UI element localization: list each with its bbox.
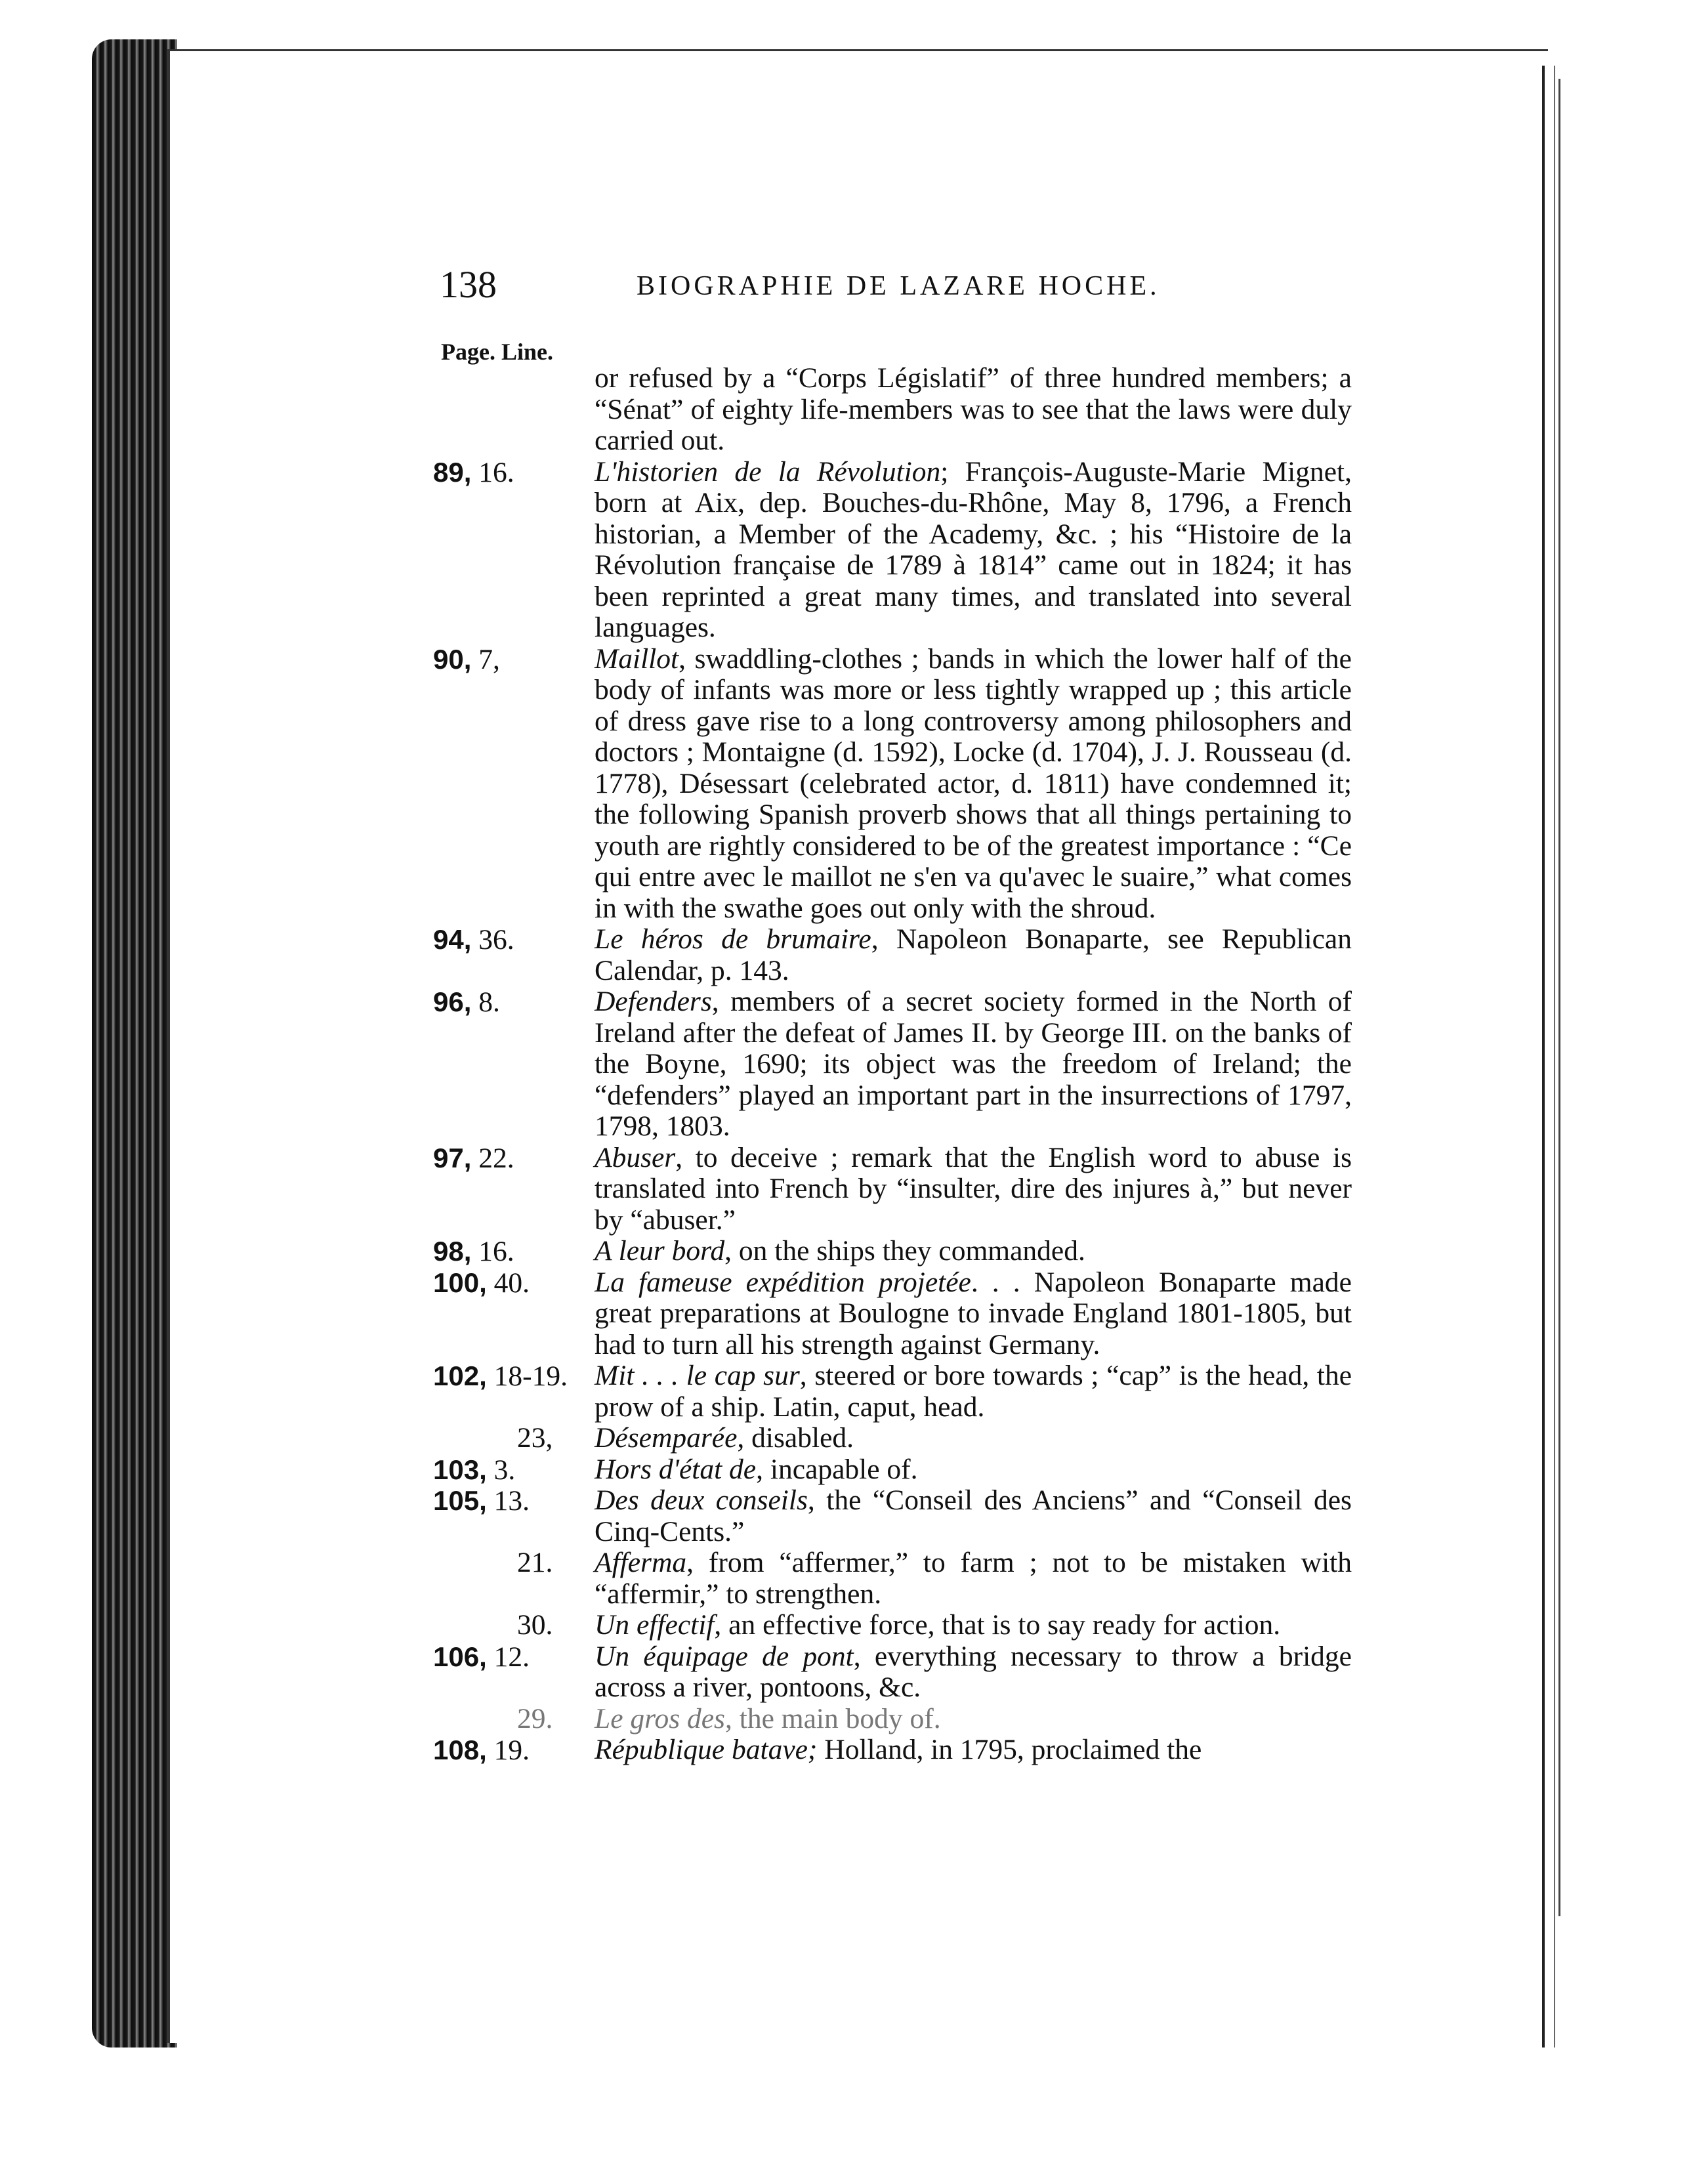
note-reference	[433, 986, 500, 1018]
note-reference	[433, 1485, 530, 1517]
note-text: , steered or bore towards ; “cap” is the head, the prow of a ship. Latin, caput, head.	[595, 1360, 1352, 1423]
note-headword: Le gros des	[595, 1702, 725, 1734]
note-text: , incapable of.	[756, 1453, 918, 1485]
note-text: , everything necessary to throw a bridge across a river, pontoons, &c.	[595, 1640, 1352, 1703]
note-text: , the “Conseil des Anciens” and “Conseil des Cinq-Cents.”	[595, 1484, 1352, 1547]
note-headword: Abuser	[595, 1141, 676, 1173]
note-line: 8.	[478, 986, 500, 1018]
note-body	[595, 644, 1352, 925]
note-reference	[517, 1610, 553, 1641]
note-page: 108,	[433, 1734, 487, 1765]
note-body	[595, 1360, 1352, 1423]
note-body	[595, 1734, 1352, 1766]
note-line: 13.	[493, 1485, 530, 1517]
note-reference	[433, 1734, 530, 1767]
note-page: 102,	[433, 1360, 487, 1391]
note-body	[595, 1485, 1352, 1547]
note-headword: Afferma	[595, 1547, 687, 1578]
note-headword: Des deux conseils	[595, 1484, 808, 1516]
note-reference	[433, 457, 514, 489]
note-line: 36.	[478, 924, 514, 956]
note-headword: Defenders	[595, 986, 712, 1017]
note-entry	[433, 1485, 1352, 1547]
note-line: 40.	[493, 1267, 530, 1299]
note-body	[595, 986, 1352, 1143]
note-entry	[433, 1143, 1352, 1236]
note-headword: Un effectif	[595, 1609, 715, 1641]
note-line: 21.	[517, 1547, 553, 1578]
note-text: , the main body of.	[724, 1702, 941, 1734]
note-reference	[517, 1547, 553, 1579]
note-body	[595, 924, 1352, 986]
note-text: . . . Napoleon Bonaparte made great preparations at Boulogne to invade England 1801-1805, but had to turn all his strength against Germany.	[595, 1266, 1352, 1360]
note-body	[595, 457, 1352, 644]
note-body	[595, 1547, 1352, 1610]
notes-list	[433, 363, 1352, 1766]
note-reference	[433, 1641, 530, 1673]
note-body	[595, 1423, 1352, 1454]
note-entry	[433, 457, 1352, 644]
note-headword: Désemparée	[595, 1422, 738, 1454]
note-text: , an effective force, that is to say ready for action.	[714, 1609, 1281, 1641]
note-entry	[433, 1454, 1352, 1486]
note-text: or refused by a “Corps Législatif” of three hundred members; a “Sénat” of eighty life-members was to see that the laws were duly carried out.	[595, 362, 1352, 456]
note-body	[595, 1143, 1352, 1236]
note-entry	[433, 1360, 1352, 1423]
note-body	[595, 1267, 1352, 1361]
note-headword: Hors d'état de	[595, 1453, 757, 1485]
note-headword: L'historien de la Révolution	[595, 455, 941, 488]
note-reference	[433, 1236, 514, 1268]
note-text: , on the ships they commanded.	[724, 1235, 1085, 1267]
note-reference	[517, 1423, 553, 1454]
note-text: Holland, in 1795, proclaimed the	[817, 1734, 1202, 1765]
note-headword: A leur bord	[595, 1235, 725, 1267]
note-entry	[433, 1267, 1352, 1361]
note-line: 29.	[517, 1702, 553, 1734]
page-right-edge	[1542, 66, 1555, 2048]
note-body	[595, 1236, 1352, 1267]
note-entry	[433, 363, 1352, 457]
note-line: 12.	[493, 1641, 530, 1673]
note-line: 3.	[493, 1454, 516, 1486]
note-text: , members of a secret society formed in the North of Ireland after the defeat of James II. by George III. on the banks of the Boyne, 1690; its object was the freedom of Ireland; the “defenders” played an important part in the insurrections of 1797, 1798, 1803.	[595, 986, 1352, 1142]
note-headword: Maillot	[595, 642, 679, 675]
note-entry	[433, 1641, 1352, 1704]
note-entry	[433, 644, 1352, 925]
note-text: , swaddling-clothes ; bands in which the lower half of the body of infants was more or less tightly wrapped up ; this article of dress gave rise to a long controversy among philosophers and doctors ; Montaigne (d. 1592), Locke (d. 1704), J. J. Rousseau (d. 1778), Désessart (celebrated actor, d. 1811) have condemned it; the following Spanish proverb shows that all things pertaining to youth are rightly considered to be of the greatest importance : “Ce qui entre avec le maillot ne s'en va qu'avec le suaire,” what comes in with the swathe goes out only with the shroud.	[595, 642, 1352, 924]
note-page: 103,	[433, 1454, 487, 1485]
note-page: 100,	[433, 1267, 487, 1298]
note-line: 7,	[478, 643, 500, 675]
note-text: , to deceive ; remark that the English word to abuse is translated into French by “insulter, dire des injures à,” but never by “abuser.”	[595, 1141, 1352, 1236]
note-line: 16.	[478, 456, 514, 488]
column-heading: Page. Line.	[441, 339, 553, 365]
note-page: 105,	[433, 1485, 487, 1516]
note-reference	[433, 1454, 515, 1486]
note-headword: République batave;	[595, 1734, 818, 1765]
note-text: , disabled.	[737, 1422, 854, 1454]
note-reference	[517, 1704, 553, 1735]
note-line: 16.	[478, 1236, 514, 1267]
note-text: , from “affermer,” to farm ; not to be mistaken with “affermir,” to strengthen.	[595, 1547, 1352, 1610]
note-page: 90,	[433, 643, 472, 675]
note-entry	[433, 1734, 1352, 1766]
page-header	[440, 262, 1365, 315]
note-body	[595, 1454, 1352, 1486]
note-line: 18-19.	[493, 1360, 568, 1392]
note-text: , Napoleon Bonaparte, see Republican Calendar, p. 143.	[595, 923, 1352, 986]
note-headword: La fameuse expédition projetée	[595, 1266, 971, 1298]
book-spine-edge	[92, 39, 177, 2048]
note-headword: Mit . . . le cap sur	[595, 1360, 800, 1391]
note-entry	[433, 1704, 1352, 1735]
note-text: ; François-Auguste-Marie Mignet, born at Aix, dep. Bouches-du-Rhône, May 8, 1796, a French historian, a Member of the Academy, &c. ; his “Histoire de la Révolution française de 1789 à 1814” came out in 1824; it has been reprinted a great many times, and translated into several languages.	[595, 455, 1352, 643]
running-title: BIOGRAPHIE DE LAZARE HOCHE.	[637, 271, 1160, 301]
note-reference	[433, 1267, 530, 1299]
note-line: 23,	[517, 1422, 553, 1454]
note-body	[595, 1704, 1352, 1735]
note-reference	[433, 924, 514, 956]
page-number: 138	[440, 263, 497, 306]
note-entry	[433, 986, 1352, 1143]
note-line: 19.	[493, 1734, 530, 1766]
note-body	[595, 1641, 1352, 1704]
note-entry	[433, 1547, 1352, 1610]
note-page: 97,	[433, 1142, 472, 1173]
note-page: 94,	[433, 924, 472, 955]
note-line: 22.	[478, 1142, 514, 1174]
note-entry	[433, 1236, 1352, 1267]
note-page: 98,	[433, 1236, 472, 1267]
note-entry	[433, 924, 1352, 986]
note-entry	[433, 1610, 1352, 1641]
note-reference	[433, 1143, 514, 1175]
facing-page-edge	[1558, 79, 1560, 1916]
note-reference	[433, 644, 500, 676]
note-line: 30.	[517, 1609, 553, 1641]
note-page: 96,	[433, 986, 472, 1017]
note-headword: Un équipage de pont	[595, 1640, 854, 1672]
note-entry	[433, 1423, 1352, 1454]
note-page: 106,	[433, 1641, 487, 1672]
note-headword: Le héros de brumaire	[595, 923, 871, 955]
note-page: 89,	[433, 456, 472, 488]
note-body	[595, 1610, 1352, 1641]
note-reference	[433, 1360, 568, 1393]
